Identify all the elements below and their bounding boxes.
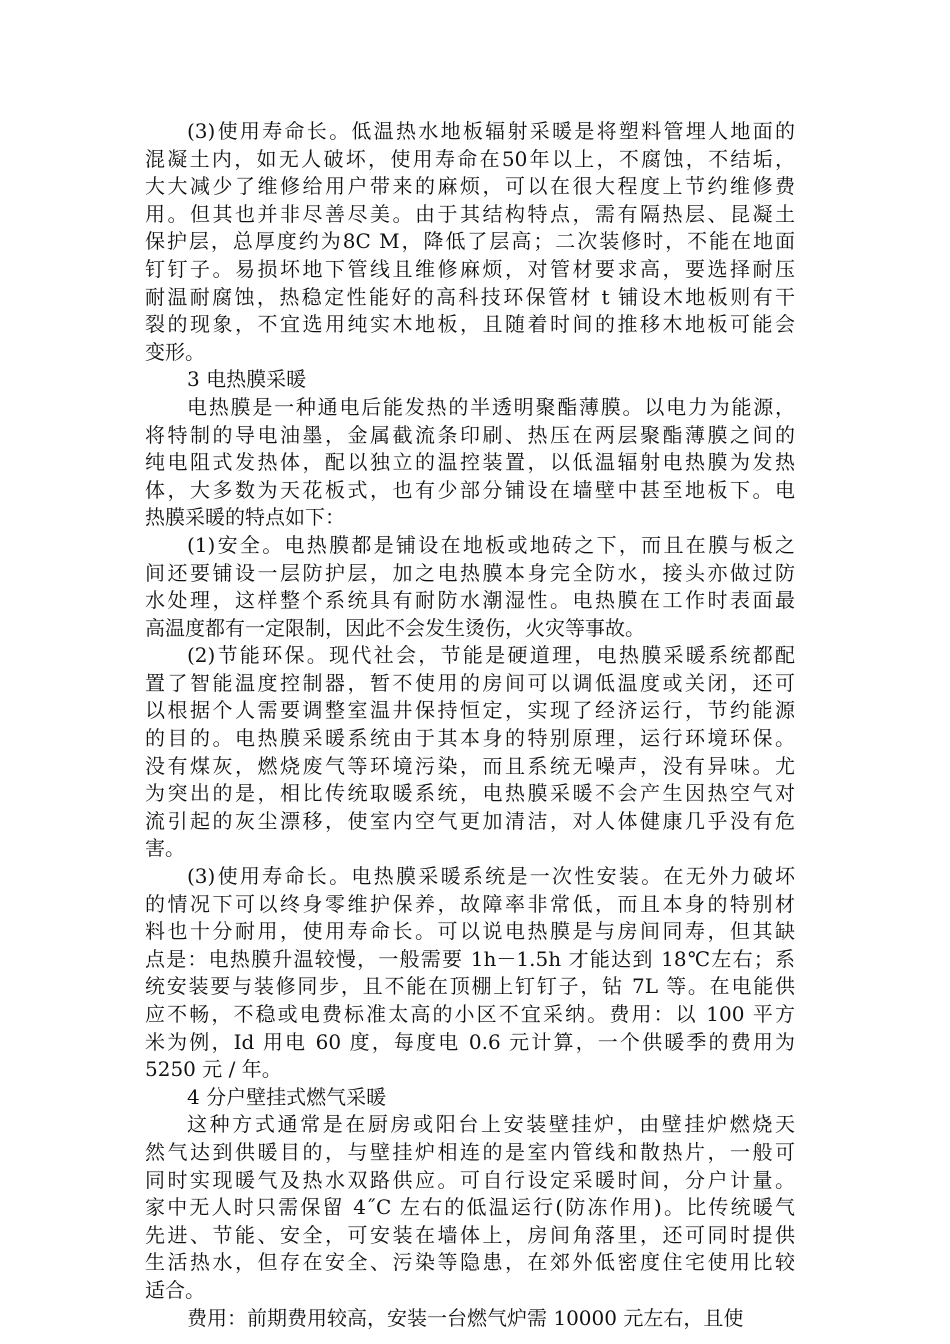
text-line: 的目的。电热膜采暖系统由于其本身的特别原理，运行环境环保。 xyxy=(145,726,795,751)
paragraph-wall-hung-gas-cost xyxy=(145,1305,795,1333)
text-line: 5250 元 / 年。 xyxy=(145,1057,282,1082)
text-line: 热膜采暖的特点如下： xyxy=(145,505,345,530)
heading-electric-film xyxy=(145,366,795,394)
paragraph-wall-hung-gas-intro xyxy=(145,1111,795,1304)
text-line: 保护层，总厚度约为8C M，降低了层高；二次装修时，不能在地面 xyxy=(145,229,795,254)
text-line: 统安装要与装修同步，且不能在顶棚上钉钉子，钻 7L 等。在电能供 xyxy=(145,974,795,999)
text-line: 先进、节能、安全，可安装在墙体上，房间角落里，还可同时提供 xyxy=(145,1222,795,1247)
text-line: 以根据个人需要调整室温井保持恒定，实现了经济运行，节约能源 xyxy=(145,698,795,723)
text-line: (3)使用寿命长。低温热水地板辐射采暖是将塑料管埋人地面的 xyxy=(187,119,795,143)
heading-wall-hung-gas xyxy=(145,1084,795,1112)
text-line: 点是：电热膜升温较慢，一般需要 1h－1.5h 才能达到 18℃左右；系 xyxy=(145,946,795,971)
text-line: 裂的现象，不宜选用纯实木地板，且随着时间的推移木地板可能会 xyxy=(145,312,795,337)
text-line: 生活热水，但存在安全、污染等隐患，在郊外低密度住宅使用比较 xyxy=(145,1250,795,1275)
text-line: 用。但其也并非尽善尽美。由于其结构特点，需有隔热层、昆凝土 xyxy=(145,201,795,226)
text-line: 害。 xyxy=(145,836,185,861)
text-line: 同时实现暖气及热水双路供应。可自行设定采暖时间，分户计量。 xyxy=(145,1167,795,1192)
paragraph-electric-film-lifespan xyxy=(145,863,795,1084)
text-line: 间还要铺设一层防护层，加之电热膜本身完全防水，接头亦做过防 xyxy=(145,560,795,585)
text-line: 变形。 xyxy=(145,339,205,364)
text-line: 为突出的是，相比传统取暖系统，电热膜采暖不会产生因热空气对 xyxy=(145,781,795,806)
text-line: 费用：前期费用较高，安装一台燃气炉需 10000 元左右，且使 xyxy=(187,1305,744,1330)
text-line: (3)使用寿命长。电热膜采暖系统是一次性安装。在无外力破坏 xyxy=(187,864,795,889)
text-line: 家中无人时只需保留 4˝C 左右的低温运行(防冻作用)。比传统暖气 xyxy=(145,1195,795,1220)
text-line: 大大减少了维修给用户带来的麻烦，可以在很大程度上节约维修费 xyxy=(145,174,795,199)
text-line: 米为例，Id 用电 60 度，每度电 0.6 元计算，一个供暖季的费用为 xyxy=(145,1029,795,1054)
text-line: 然气达到供暖目的，与壁挂炉相连的是室内管线和散热片，一般可 xyxy=(145,1139,795,1164)
text-line: 的情况下可以终身零维护保养，故障率非常低，而且本身的特别材 xyxy=(145,891,795,916)
paragraph-electric-film-intro xyxy=(145,394,795,532)
text-line: 没有煤灰，燃烧废气等环境污染，而且系统无噪声，没有异味。尤 xyxy=(145,753,795,778)
text-line: 应不畅，不稳或电费标准太高的小区不宜采纳。费用：以 100 平方 xyxy=(145,1002,795,1026)
text-line: (1)安全。电热膜都是铺设在地板或地砖之下，而且在膜与板之 xyxy=(187,532,795,557)
text-line: 3 电热膜采暖 xyxy=(187,367,307,392)
text-line: 电热膜是一种通电后能发热的半透明聚酯薄膜。以电力为能源， xyxy=(187,394,795,419)
text-line: 料也十分耐用，使用寿命长。可以说电热膜是与房间同寿，但其缺 xyxy=(145,919,795,944)
text-line: 流引起的灰尘漂移，使室内空气更加清洁，对人体健康几乎没有危 xyxy=(145,808,795,833)
text-line: 体，大多数为天花板式，也有少部分铺设在墙壁中甚至地板下。电 xyxy=(145,477,795,502)
text-line: (2)节能环保。现代社会，节能是硬道理，电热膜采暖系统都配 xyxy=(187,643,795,668)
text-line: 将特制的导电油墨，金属截流条印刷、热压在两层聚酯薄膜之间的 xyxy=(145,422,795,447)
text-line: 纯电阻式发热体，配以独立的温控装置，以低温辐射电热膜为发热 xyxy=(145,450,795,475)
body-text xyxy=(145,118,795,1332)
paragraph-lifespan-floor-heating xyxy=(145,118,795,366)
text-line: 置了智能温度控制器，暂不使用的房间可以调低温度或关闭，还可 xyxy=(145,670,795,695)
text-line: 钉钉子。易损坏地下管线且维修麻烦，对管材要求高，要选择耐压 xyxy=(145,256,795,281)
paragraph-electric-film-safety xyxy=(145,532,795,642)
text-line: 适合。 xyxy=(145,1277,205,1302)
paragraph-electric-film-eco xyxy=(145,642,795,863)
text-line: 混凝土内，如无人破坏，使用寿命在50年以上，不腐蚀，不结垢， xyxy=(145,146,795,171)
text-line: 这种方式通常是在厨房或阳台上安装壁挂炉，由壁挂炉燃烧天 xyxy=(187,1112,795,1137)
text-line: 耐温耐腐蚀，热稳定性能好的高科技环保管材 t 铺设木地板则有干 xyxy=(145,284,795,309)
text-line: 水处理，这样整个系统具有耐防水潮湿性。电热膜在工作时表面最 xyxy=(145,588,795,613)
text-line: 高温度都有一定限制，因此不会发生烫伤，火灾等事故。 xyxy=(145,615,645,640)
text-line: 4 分户壁挂式燃气采暖 xyxy=(187,1084,387,1109)
